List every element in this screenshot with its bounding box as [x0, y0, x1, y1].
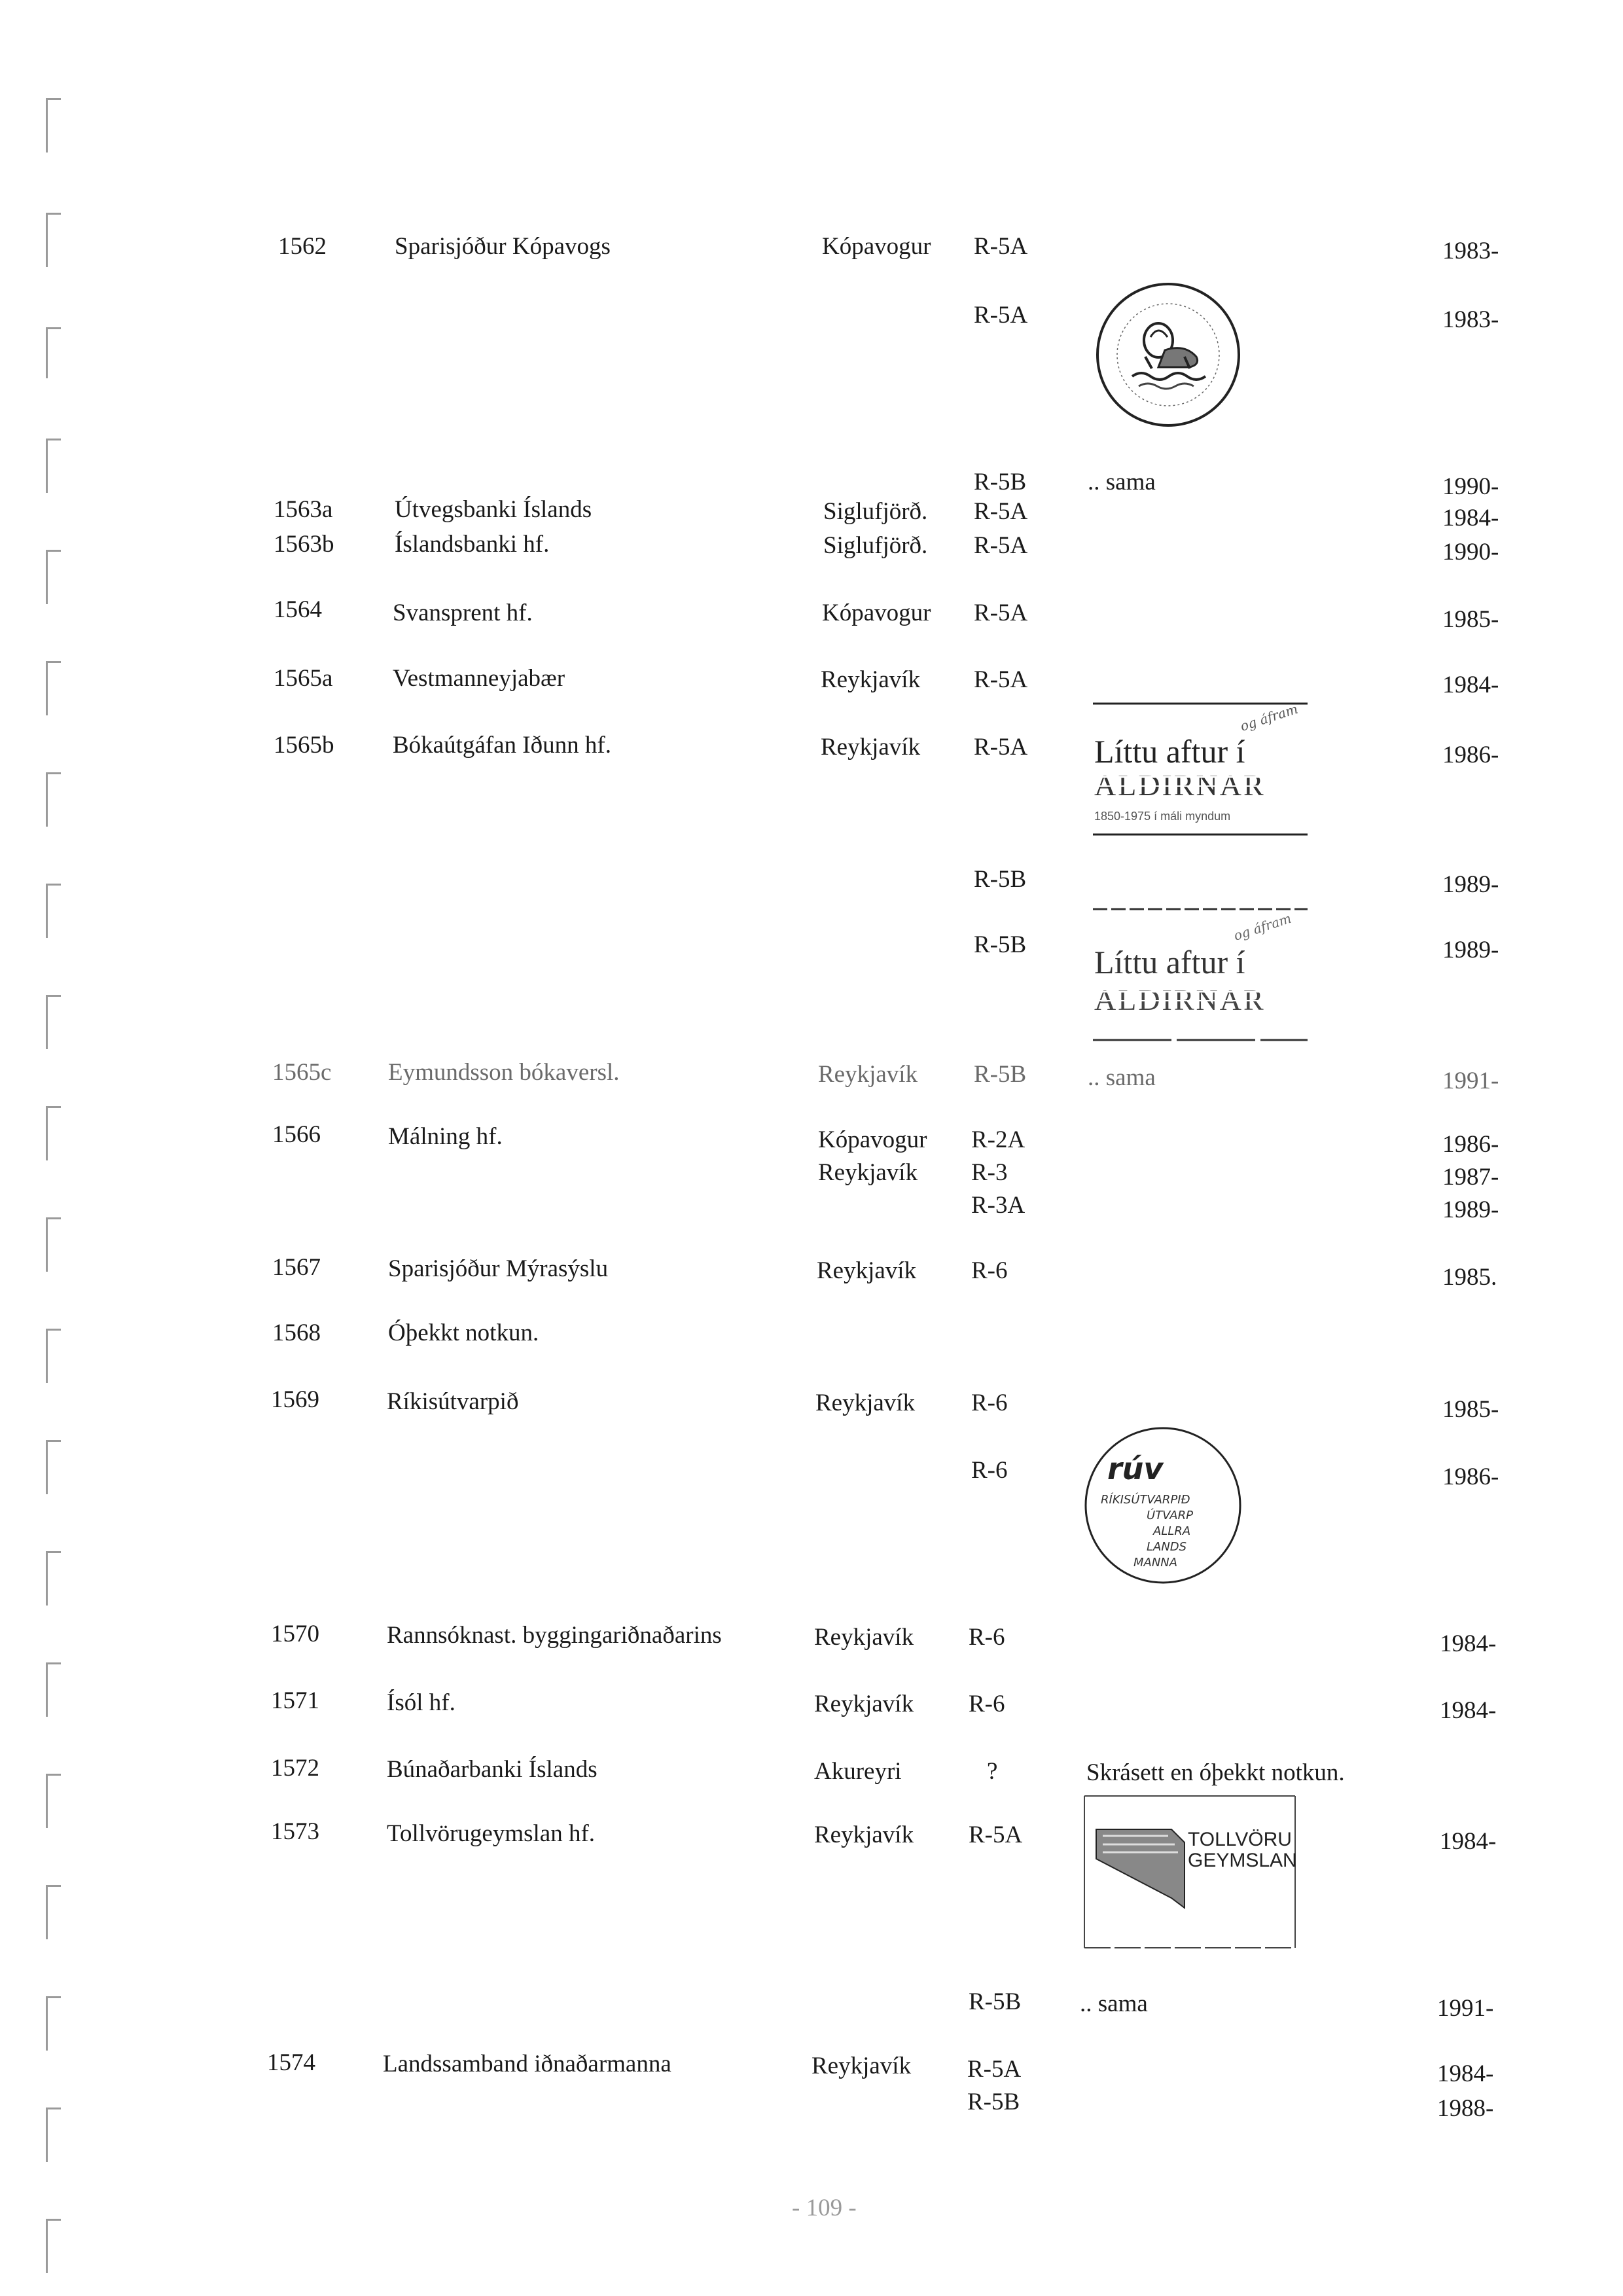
entry-id: 1566 [272, 1121, 321, 1148]
littu-aftur-stamp-graphic [1092, 697, 1314, 841]
entry-year: 1989- [1442, 871, 1499, 898]
svg-text:ALDIRNAR: ALDIRNAR [1094, 768, 1266, 802]
entry-code: R-3A [971, 1192, 1026, 1219]
entry-note: Skrásett en óþekkt notkun. [1086, 1759, 1345, 1786]
entry-id: 1562 [278, 233, 327, 260]
svg-text:og áfram: og áfram [1232, 910, 1294, 944]
svg-text:TOLLVÖRU: TOLLVÖRU [1188, 1829, 1292, 1850]
entry-id: 1572 [271, 1755, 319, 1782]
svg-text:ALLRA: ALLRA [1153, 1524, 1191, 1538]
entry-name: Sparisjóður Mýrasýslu [388, 1255, 609, 1282]
entry-id: 1571 [271, 1687, 319, 1714]
entry-year: 1986- [1442, 1131, 1499, 1158]
entry-id: 1569 [271, 1386, 319, 1413]
entry-id: 1570 [271, 1621, 319, 1647]
entry-year: 1984- [1440, 1828, 1497, 1855]
entry-place: Kópavogur [822, 600, 931, 626]
entry-id: 1574 [267, 2049, 315, 2076]
entry-code: R-5A [974, 233, 1028, 260]
entry-id: 1563b [274, 531, 334, 558]
entry-code: R-5A [974, 302, 1028, 329]
entry-year: 1984- [1442, 505, 1499, 531]
entry-code: R-5B [974, 1061, 1027, 1088]
page-number: - 109 - [792, 2195, 857, 2221]
svg-text:GEYMSLAN: GEYMSLAN [1188, 1850, 1297, 1871]
binder-mark [46, 1662, 61, 1717]
binder-mark [46, 1551, 61, 1605]
entry-place: Reykjavík [812, 2053, 912, 2079]
entry-code: R-5A [974, 600, 1028, 626]
entry-place: Reykjavík [815, 1390, 916, 1416]
binder-mark [46, 327, 61, 378]
entry-year: 1986- [1442, 1463, 1499, 1490]
entry-id: 1567 [272, 1254, 321, 1281]
entry-place: Reykjavík [814, 1691, 914, 1717]
entry-id: 1573 [271, 1818, 319, 1845]
entry-name: Ríkisútvarpið [387, 1388, 519, 1415]
entry-name: Málning hf. [388, 1123, 503, 1150]
entry-code: R-6 [971, 1257, 1008, 1284]
entry-code: ? [987, 1758, 998, 1785]
binder-mark [46, 1885, 61, 1939]
littu-aftur-stamp [1092, 697, 1314, 841]
entry-code: R-5B [974, 866, 1027, 893]
svg-text:og áfram: og áfram [1238, 700, 1300, 734]
binder-mark [46, 2219, 61, 2273]
entry-code: R-2A [971, 1126, 1026, 1153]
entry-place: Siglufjörð. [823, 498, 928, 525]
binder-mark [46, 995, 61, 1049]
entry-code: R-5A [974, 498, 1028, 525]
binder-mark [46, 772, 61, 827]
entry-id: 1565a [274, 665, 333, 692]
littu-aftur-stamp-2-graphic [1092, 900, 1314, 1050]
entry-name: Rannsóknast. byggingariðnaðarins [387, 1622, 722, 1649]
seal-lion-icon [1093, 278, 1243, 432]
entry-year: 1988- [1437, 2095, 1494, 2122]
binder-mark [46, 884, 61, 938]
entry-name: Svansprent hf. [393, 600, 533, 626]
entry-year: 1984- [1440, 1630, 1497, 1657]
svg-text:rúv: rúv [1107, 1451, 1164, 1486]
entry-name: Íslandsbanki hf. [395, 531, 550, 558]
entry-id: 1568 [272, 1319, 321, 1346]
sparisjodur-kopavogs-seal [1093, 278, 1243, 432]
binder-mark [46, 1106, 61, 1160]
entry-name: Útvegsbanki Íslands [395, 496, 592, 523]
binder-mark [46, 439, 61, 493]
entry-id: 1564 [274, 596, 322, 623]
binder-mark [46, 1329, 61, 1383]
entry-year: 1984- [1440, 1697, 1497, 1724]
entry-place: Siglufjörð. [823, 532, 928, 559]
entry-place: Reykjavík [818, 1159, 918, 1186]
entry-year: 1985. [1442, 1264, 1497, 1291]
binder-mark [46, 1774, 61, 1828]
entry-place: Reykjavík [814, 1624, 914, 1651]
entry-place: Reykjavík [814, 1821, 914, 1848]
binder-mark [46, 1440, 61, 1494]
entry-name: Landssamband iðnaðarmanna [383, 2051, 671, 2077]
tollvorugeymslan-logo-icon [1083, 1793, 1299, 1950]
entry-place: Reykjavík [821, 734, 921, 761]
binder-mark [46, 1217, 61, 1272]
entry-name: Eymundsson bókaversl. [388, 1059, 620, 1086]
entry-code: R-3 [971, 1159, 1008, 1186]
entry-year: 1984- [1437, 2060, 1494, 2087]
entry-year: 1989- [1442, 1196, 1499, 1223]
entry-code: R-5A [974, 666, 1028, 693]
svg-text:Líttu aftur í: Líttu aftur í [1094, 733, 1245, 770]
svg-text:ALDIRNAR: ALDIRNAR [1094, 983, 1266, 1016]
entry-year: 1991- [1437, 1995, 1494, 2022]
entry-year: 1985- [1442, 1396, 1499, 1423]
entry-year: 1984- [1442, 672, 1499, 698]
entry-code: R-5B [974, 469, 1027, 495]
entry-year: 1983- [1442, 238, 1499, 264]
binder-mark [46, 213, 61, 267]
entry-code: R-5A [967, 2056, 1022, 2083]
entry-place: Reykjavík [821, 666, 921, 693]
entry-code: R-5A [974, 532, 1028, 559]
svg-text:LANDS: LANDS [1147, 1540, 1187, 1554]
entry-year: 1990- [1442, 539, 1499, 565]
binder-mark [46, 550, 61, 604]
entry-code: R-6 [969, 1691, 1005, 1717]
entry-name: Sparisjóður Kópavogs [395, 233, 611, 260]
svg-text:RÍKISÚTVARPIÐ: RÍKISÚTVARPIÐ [1101, 1493, 1190, 1507]
entry-year: 1989- [1442, 937, 1499, 963]
binder-mark [46, 1996, 61, 2051]
entry-name: Óþekkt notkun. [388, 1319, 539, 1346]
entry-name: Bókaútgáfan Iðunn hf. [393, 732, 611, 759]
entry-year: 1986- [1442, 742, 1499, 768]
entry-code: R-5B [969, 1988, 1022, 2015]
ruv-seal [1081, 1424, 1245, 1587]
svg-text:Líttu aftur í: Líttu aftur í [1094, 944, 1245, 980]
entry-name: Ísól hf. [387, 1689, 455, 1716]
binder-mark [46, 98, 61, 152]
svg-text:1850-1975 í máli myndum: 1850-1975 í máli myndum [1094, 810, 1231, 823]
entry-name: Tollvörugeymslan hf. [387, 1820, 596, 1847]
entry-code: R-5B [974, 931, 1027, 958]
entry-year: 1983- [1442, 306, 1499, 333]
entry-year: 1991- [1442, 1067, 1499, 1094]
entry-place: Reykjavík [817, 1257, 917, 1284]
entry-place: Akureyri [814, 1758, 902, 1785]
entry-place: Reykjavík [818, 1061, 918, 1088]
entry-code: R-5A [969, 1821, 1023, 1848]
tollvorugeymslan-stamp [1083, 1793, 1299, 1950]
ruv-logo-icon [1081, 1424, 1245, 1587]
littu-aftur-stamp-2 [1092, 900, 1314, 1050]
svg-text:ÚTVARP: ÚTVARP [1147, 1509, 1193, 1522]
entry-code: R-6 [971, 1457, 1008, 1484]
entry-place: Kópavogur [818, 1126, 927, 1153]
entry-year: 1987- [1442, 1164, 1499, 1191]
entry-year: 1990- [1442, 473, 1499, 500]
entry-id: 1563a [274, 496, 333, 523]
binder-mark [46, 661, 61, 715]
entry-note: .. sama [1088, 469, 1156, 495]
entry-name: Vestmanneyjabær [393, 665, 565, 692]
entry-code: R-5A [974, 734, 1028, 761]
entry-code: R-6 [971, 1390, 1008, 1416]
entry-id: 1565b [274, 732, 334, 759]
entry-id: 1565c [272, 1059, 332, 1086]
binder-mark [46, 2108, 61, 2162]
entry-place: Kópavogur [822, 233, 931, 260]
entry-note: .. sama [1080, 1990, 1148, 2017]
entry-code: R-6 [969, 1624, 1005, 1651]
svg-text:MANNA: MANNA [1133, 1556, 1178, 1570]
entry-note: .. sama [1088, 1064, 1156, 1091]
entry-code: R-5B [967, 2089, 1020, 2115]
entry-name: Búnaðarbanki Íslands [387, 1756, 597, 1783]
entry-year: 1985- [1442, 606, 1499, 633]
